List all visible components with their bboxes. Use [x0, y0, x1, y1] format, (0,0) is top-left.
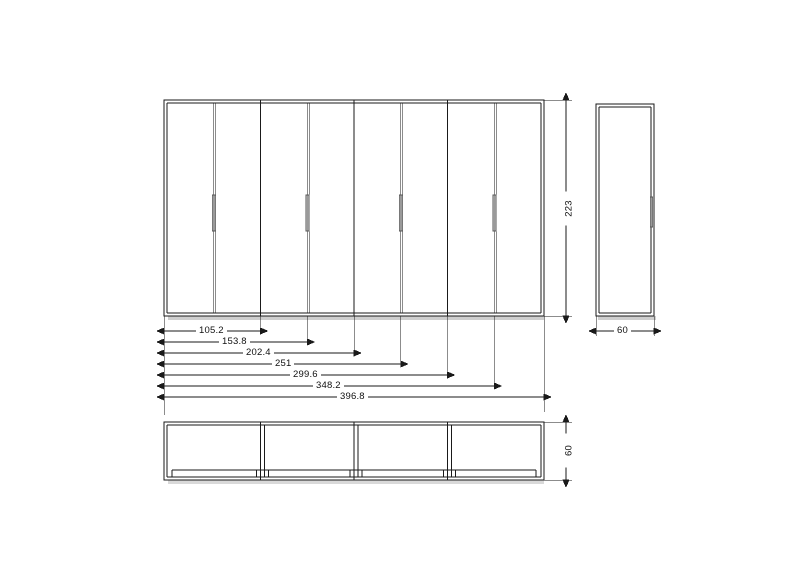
dim-202-4-label: 202.4	[243, 347, 274, 358]
front-elevation-group	[164, 100, 544, 320]
dim-396-8-label: 396.8	[337, 391, 368, 402]
dim-348-2-label: 348.2	[313, 380, 344, 391]
dim-side-depth-60-label: 60	[614, 325, 631, 336]
dim-153-8-label: 153.8	[219, 336, 250, 347]
side-elevation-group	[596, 104, 656, 320]
dim-105-2-label: 105.2	[196, 325, 227, 336]
dim-plan-depth-60-label: 60	[564, 434, 575, 468]
dim-251-label: 251	[272, 358, 294, 369]
dim-299-6-label: 299.6	[290, 369, 321, 380]
dim-height-223-label: 223	[564, 192, 575, 226]
plan-view-group	[164, 422, 544, 484]
